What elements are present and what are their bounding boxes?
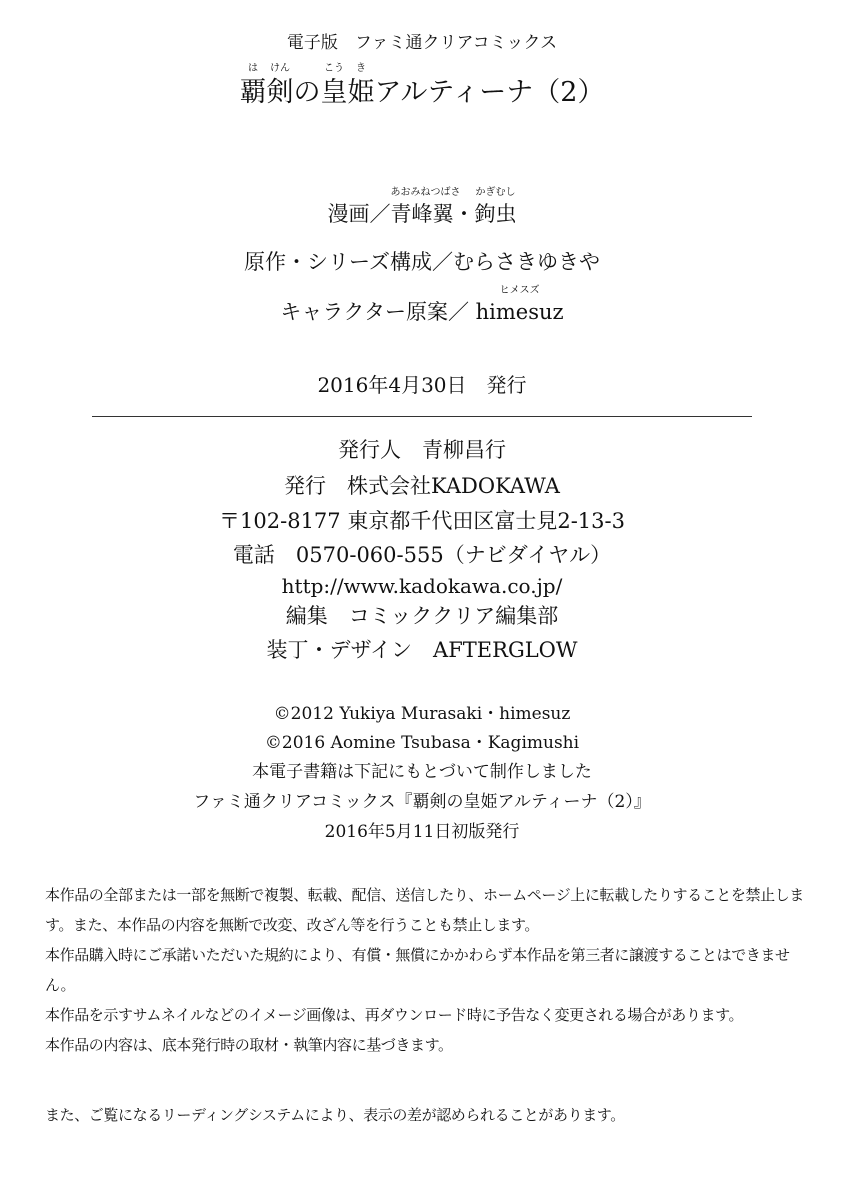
editor-credit: 編集 コミッククリア編集部 (285, 604, 559, 628)
original-credit: 原作・シリーズ構成／むらさきゆきや (244, 250, 600, 274)
manga-artist-2-name: 鉤虫 (474, 202, 517, 226)
copyright-line-1: ©2012 Yukiya Murasaki・himesuz (273, 704, 571, 724)
publisher-url: http://www.kadokawa.co.jp/ (281, 574, 563, 598)
divider-line (92, 416, 752, 417)
ruby-manga-artist-1: あおみねつばさ (390, 187, 461, 198)
ruby-character-designer: ヒメスズ (499, 285, 540, 296)
ruby-ha: は (248, 63, 259, 74)
design-credit: 装丁・デザイン AFTERGLOW (266, 638, 578, 662)
ruby-manga-artist-2: かぎむし (475, 187, 516, 198)
publisher-person: 発行人 青柳昌行 (338, 438, 506, 462)
character-designer (475, 285, 564, 326)
manga-artist-1 (390, 187, 461, 228)
book-title (0, 63, 844, 110)
title-base-kou: 皇 (320, 77, 348, 108)
title-char-ha (239, 63, 267, 110)
title-char-ki (347, 63, 375, 110)
notice-paragraph-5: また、ご覧になるリーディングシステムにより、表示の差が認められることがあります。 (45, 1106, 625, 1124)
publisher-address: 〒102-8177 東京都千代田区富士見2-13-3 (219, 509, 625, 533)
character-label: キャラクター原案／ (280, 300, 476, 324)
edition-label: 電子版 ファミ通クリアコミックス (286, 33, 558, 53)
notice-paragraph-3: 本作品を示すサムネイルなどのイメージ画像は、再ダウンロード時に予告なく変更される場合があります。 (45, 1006, 744, 1024)
publisher-phone: 電話 0570-060-555（ナビダイヤル） (232, 543, 612, 567)
first-print-date: 2016年5月11日初版発行 (324, 822, 520, 842)
title-char-kou (320, 63, 348, 110)
title-base-ha: 覇 (239, 77, 267, 108)
manga-label: 漫画／ (327, 202, 391, 226)
ruby-ken: けん (270, 63, 291, 74)
ruby-ki: き (356, 63, 367, 74)
publisher-company: 発行 株式会社KADOKAWA (284, 474, 560, 498)
display-notice (45, 1100, 815, 1130)
copyright-line-2: ©2016 Aomine Tsubasa・Kagimushi (264, 733, 580, 753)
title-base-ki: 姫 (347, 77, 375, 108)
issue-date: 2016年4月30日 発行 (317, 373, 527, 397)
notice-paragraph-4: 本作品の内容は、底本発行時の取材・執筆内容に基づきます。 (45, 1036, 453, 1054)
notice-paragraph-2: 本作品購入時にご承諾いただいた規約により、有償・無償にかかわらず本作品を第三者に譲渡することはできません。 (45, 946, 790, 994)
source-edition-title: ファミ通クリアコミックス『覇剣の皇姫アルティーナ（2）』 (193, 792, 651, 812)
character-credit (0, 285, 844, 326)
notice-paragraph-1: 本作品の全部または一部を無断で複製、転載、配信、送信したり、ホームページ上に転載したりすることを禁止します。また、本作品の内容を無断で改変、改ざん等を行うことも禁止します。 (45, 886, 804, 934)
title-base-ken: 剣 (266, 77, 294, 108)
manga-credit (0, 187, 844, 228)
ebook-source-note: 本電子書籍は下記にもとづいて制作しました (252, 762, 592, 782)
manga-artist-2 (474, 187, 517, 228)
ruby-kou: こう (324, 63, 345, 74)
manga-separator: ・ (453, 202, 475, 226)
legal-notice (45, 880, 815, 1060)
manga-artist-1-name: 青峰翼 (390, 202, 454, 226)
title-rest: アルティーナ（2） (374, 77, 605, 108)
title-particle: の (293, 77, 321, 108)
character-designer-name: himesuz (475, 300, 564, 324)
title-char-ken (266, 63, 294, 110)
